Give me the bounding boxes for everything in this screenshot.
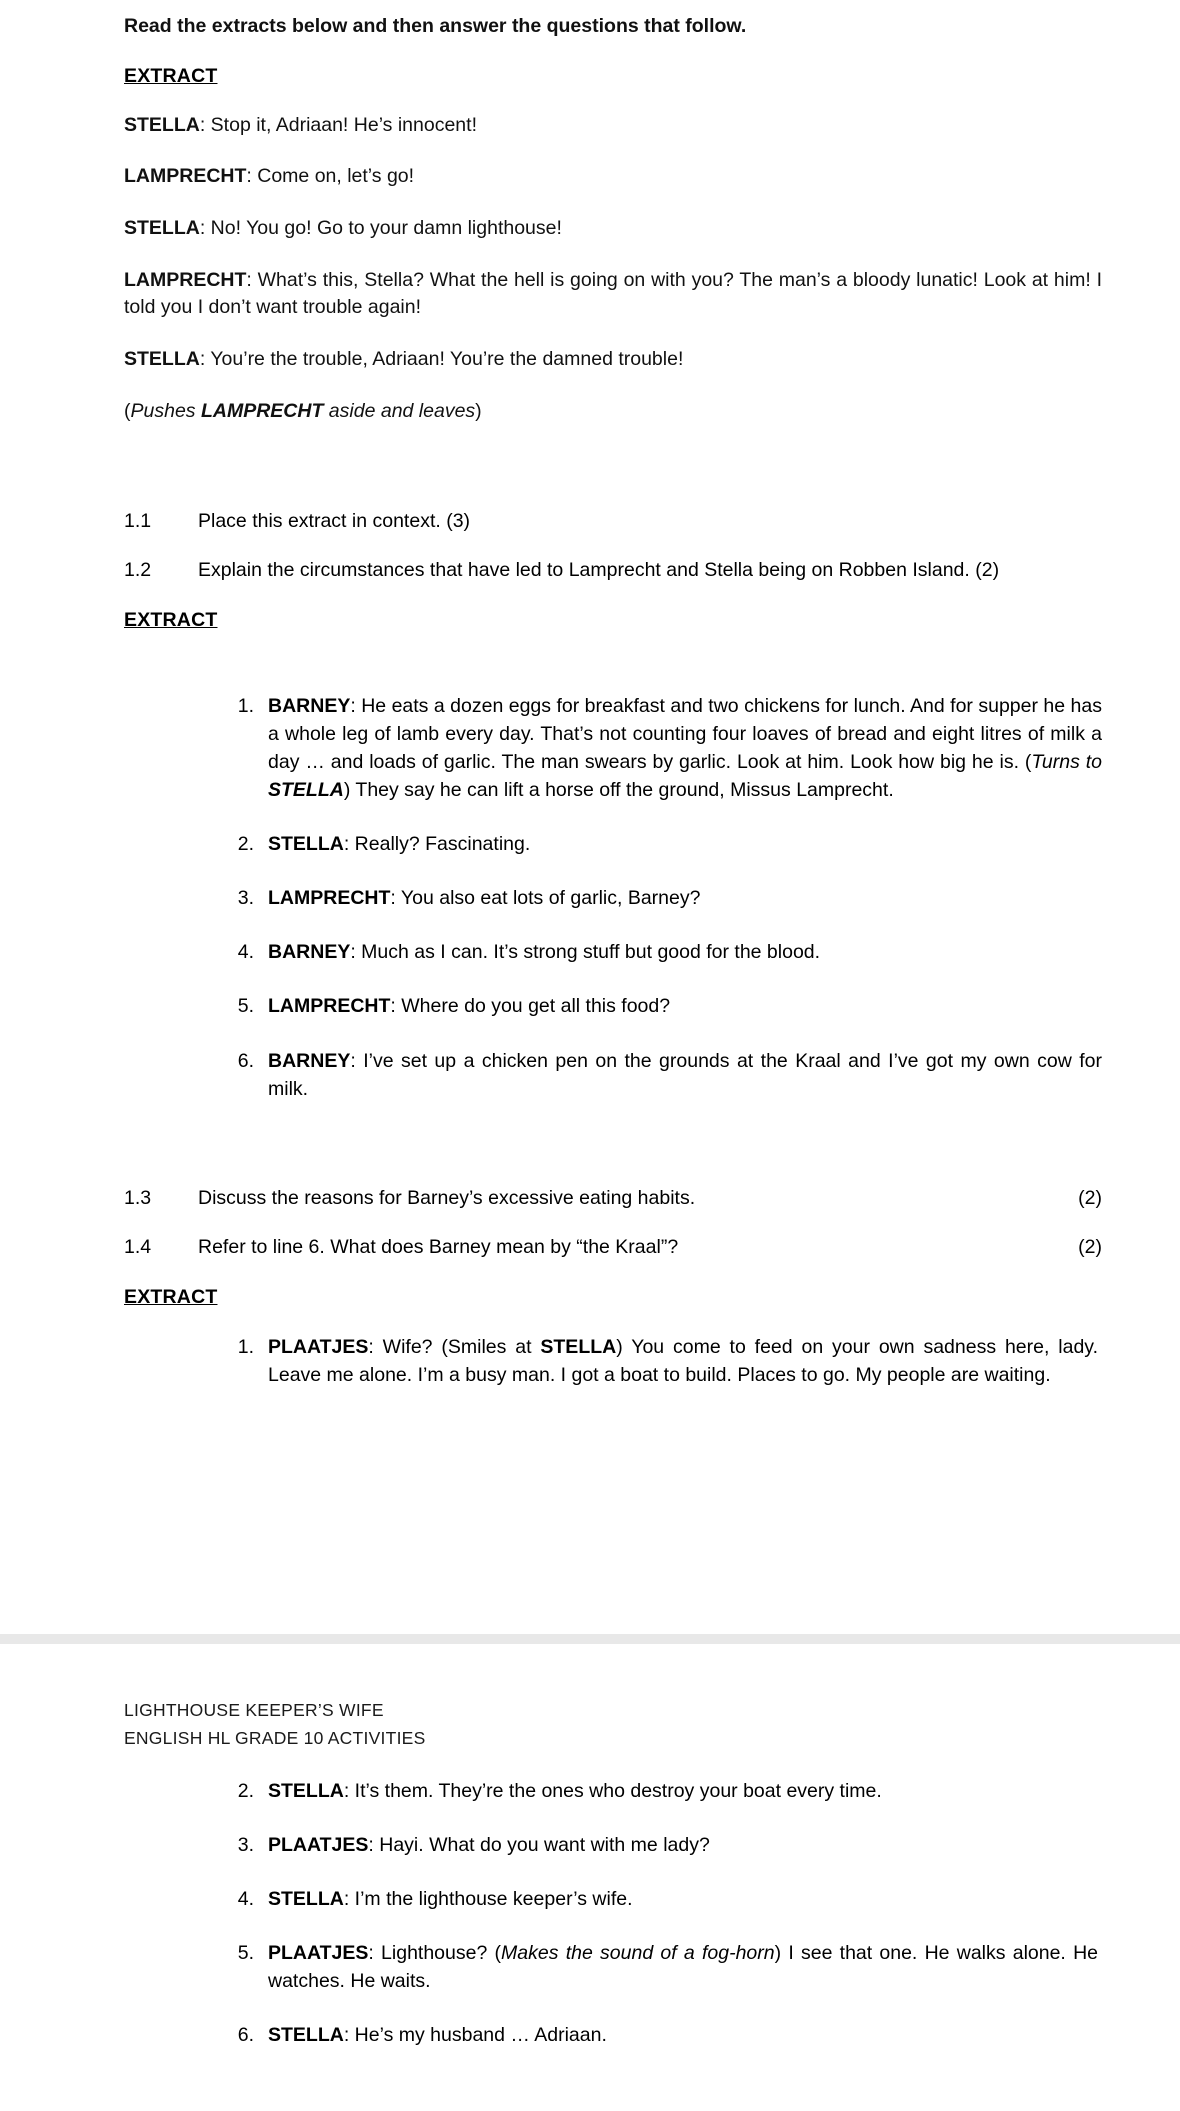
line-body — [268, 938, 1102, 966]
instruction-line: Read the extracts below and then answer the questions that follow. — [124, 15, 747, 37]
line-body — [268, 1333, 1098, 1389]
speaker-name: STELLA — [124, 217, 200, 240]
list-item — [224, 830, 1102, 858]
dialogue-text-part1: : It’s them. They’re the ones who destroy your boat every time. — [343, 1779, 882, 1802]
list-item — [224, 692, 1102, 804]
line-body — [268, 1831, 1098, 1859]
dialogue-text: : Stop it, Adriaan! He’s innocent! — [199, 113, 477, 136]
line-body — [268, 830, 1102, 858]
list-item — [224, 938, 1102, 966]
dialogue-text-part1: : Hayi. What do you want with me lady? — [368, 1833, 710, 1856]
dialogue-text-part2: ) They say he can lift a horse off the ground, Missus Lamprecht. — [343, 779, 894, 802]
speaker-name: STELLA — [124, 348, 200, 371]
line-number: 5. — [237, 995, 254, 1018]
running-header-subtitle: ENGLISH HL GRADE 10 ACTIVITIES — [124, 1728, 426, 1749]
inline-character-name: STELLA — [540, 1336, 617, 1359]
dialogue-line — [124, 163, 1102, 191]
list-item — [224, 884, 1102, 912]
page-2-content — [0, 1644, 1180, 2049]
line-body — [268, 884, 1102, 912]
question-text: Place this extract in context. (3) — [198, 509, 471, 532]
extract-2-dialogue-list — [124, 692, 1102, 1103]
spacer — [124, 1103, 1102, 1163]
speaker-name: BARNEY — [268, 941, 351, 964]
speaker-name: LAMPRECHT — [124, 268, 247, 291]
speaker-name: LAMPRECHT — [124, 165, 247, 188]
dialogue-text-part1: : Wife? (Smiles at — [368, 1336, 541, 1359]
line-number: 1. — [237, 1336, 254, 1359]
spacer — [124, 585, 1102, 609]
speaker-name: STELLA — [268, 1779, 344, 1802]
line-body — [268, 992, 1102, 1020]
dialogue-text: : Come on, let’s go! — [246, 165, 415, 188]
running-header-title: LIGHTHOUSE KEEPER’S WIFE — [124, 1700, 384, 1720]
list-item — [224, 992, 1102, 1020]
line-number: 4. — [237, 941, 254, 964]
dialogue-text: : What’s this, Stella? What the hell is going on with you? The man’s a bloody lunatic! Look at him! I told you I don’t want trouble again! — [124, 268, 1102, 319]
question-marks: (2) — [1078, 1186, 1102, 1209]
question-number: 1.1 — [124, 509, 152, 532]
list-item — [224, 2021, 1098, 2049]
stage-direction-italic: Makes the sound of a fog-horn — [501, 1941, 775, 1964]
speaker-name: STELLA — [268, 1887, 344, 1910]
stage-character-name: LAMPRECHT — [200, 399, 324, 422]
speaker-name: BARNEY — [268, 694, 351, 717]
dialogue-text-part1: : I’m the lighthouse keeper’s wife. — [343, 1887, 633, 1910]
dialogue-text-part1: : He eats a dozen eggs for breakfast and two chickens for lunch. And for supper he has a whole leg of lamb every day. That’s not counting four loaves of bread and eight litres of milk a day … and loads of garlic. The man swears by garlic. Look at him. Look how big he is. ( — [268, 694, 1102, 774]
extract-3-heading-wrap — [124, 1286, 1102, 1309]
dialogue-text-part1: : I’ve set up a chicken pen on the grounds at the Kraal and I’ve got my own cow for milk. — [268, 1049, 1102, 1100]
line-body — [268, 1885, 1098, 1913]
dialogue-text-part1: : Where do you get all this food? — [390, 995, 671, 1018]
line-body — [268, 1777, 1098, 1805]
spacer — [124, 41, 1102, 65]
line-body — [268, 2021, 1098, 2049]
line-number: 4. — [237, 1887, 254, 1910]
dialogue-line — [124, 112, 1102, 140]
line-number: 5. — [237, 1941, 254, 1964]
question-text: Explain the circumstances that have led to Lamprecht and Stella being on Robben Island. (2) — [198, 559, 1000, 582]
dialogue-line — [124, 267, 1102, 322]
extract-3-dialogue-list-page1 — [124, 1333, 1102, 1389]
list-item — [224, 1777, 1098, 1805]
line-number: 2. — [237, 1779, 254, 1802]
line-number: 3. — [237, 887, 254, 910]
stage-direction-italic: Turns to — [1031, 751, 1102, 774]
extract-2-heading-wrap — [124, 609, 1102, 632]
extract-2-heading: EXTRACT — [124, 608, 218, 631]
speaker-name: PLAATJES — [268, 1833, 369, 1856]
spacer — [124, 1262, 1102, 1286]
dialogue-text-part1: : Lighthouse? ( — [368, 1941, 502, 1964]
extract-3-dialogue-list-page2 — [124, 1777, 1102, 2049]
question-row — [124, 508, 1102, 536]
dialogue-line — [124, 215, 1102, 243]
dialogue-text: : You’re the trouble, Adriaan! You’re the damned trouble! — [199, 348, 684, 371]
list-item — [224, 1047, 1102, 1103]
page-separator — [0, 1634, 1180, 1644]
spacer — [124, 426, 1102, 486]
line-body — [268, 1047, 1102, 1103]
question-number: 1.3 — [124, 1186, 152, 1209]
line-number: 1. — [237, 694, 254, 717]
question-number: 1.2 — [124, 559, 152, 582]
line-number: 6. — [237, 1049, 254, 1072]
line-body — [268, 692, 1102, 804]
running-header — [124, 1644, 1102, 1753]
speaker-name: PLAATJES — [268, 1941, 369, 1964]
line-body — [268, 1939, 1098, 1995]
document-page-2 — [0, 1644, 1180, 2111]
question-text: Refer to line 6. What does Barney mean by “the Kraal”? — [198, 1236, 679, 1259]
question-marks: (2) — [1078, 1236, 1102, 1259]
dialogue-text-part2: ) You come to feed on your own sadness here, lady. Leave me alone. I’m a busy man. I got a boat to build. Places to go. My people are waiting. — [268, 1336, 1099, 1387]
stage-text-pre: Pushes — [130, 399, 201, 422]
speaker-name: LAMPRECHT — [268, 887, 391, 910]
line-number: 3. — [237, 1833, 254, 1856]
question-number: 1.4 — [124, 1236, 152, 1259]
dialogue-text: : No! You go! Go to your damn lighthouse! — [199, 217, 562, 240]
spacer — [124, 1753, 1102, 1777]
extract-1-heading: EXTRACT — [124, 64, 218, 87]
speaker-name: STELLA — [268, 833, 344, 856]
stage-close-paren: ) — [475, 399, 482, 422]
list-item — [224, 1831, 1098, 1859]
question-text: Discuss the reasons for Barney’s excessive eating habits. — [198, 1186, 696, 1209]
extract-3-heading: EXTRACT — [124, 1286, 218, 1309]
list-item — [224, 1333, 1098, 1389]
speaker-name: PLAATJES — [268, 1336, 369, 1359]
question-row — [124, 557, 1102, 585]
line-number: 6. — [237, 2024, 254, 2047]
list-item — [224, 1939, 1098, 1995]
stage-direction — [124, 398, 1102, 426]
stage-open-paren: ( — [124, 399, 131, 422]
stage-character-name: STELLA — [268, 779, 344, 802]
list-item — [224, 1885, 1098, 1913]
dialogue-text-part2: ) I see that one. He walks alone. He watches. He waits. — [268, 1941, 1099, 1992]
dialogue-text-part1: : You also eat lots of garlic, Barney? — [390, 887, 701, 910]
dialogue-text-part1: : Much as I can. It’s strong stuff but good for the blood. — [350, 941, 821, 964]
dialogue-text-part1: : He’s my husband … Adriaan. — [343, 2024, 607, 2047]
spacer — [124, 1309, 1102, 1333]
stage-text-post: aside and leaves — [323, 399, 476, 422]
speaker-name: STELLA — [124, 113, 200, 136]
speaker-name: BARNEY — [268, 1049, 351, 1072]
speaker-name: STELLA — [268, 2024, 344, 2047]
question-row — [124, 1185, 1102, 1213]
question-row — [124, 1234, 1102, 1262]
dialogue-text-part1: : Really? Fascinating. — [343, 833, 531, 856]
line-number: 2. — [237, 833, 254, 856]
spacer — [124, 632, 1102, 692]
speaker-name: LAMPRECHT — [268, 995, 391, 1018]
dialogue-line — [124, 346, 1102, 374]
extract-1-heading-wrap — [124, 65, 1102, 88]
